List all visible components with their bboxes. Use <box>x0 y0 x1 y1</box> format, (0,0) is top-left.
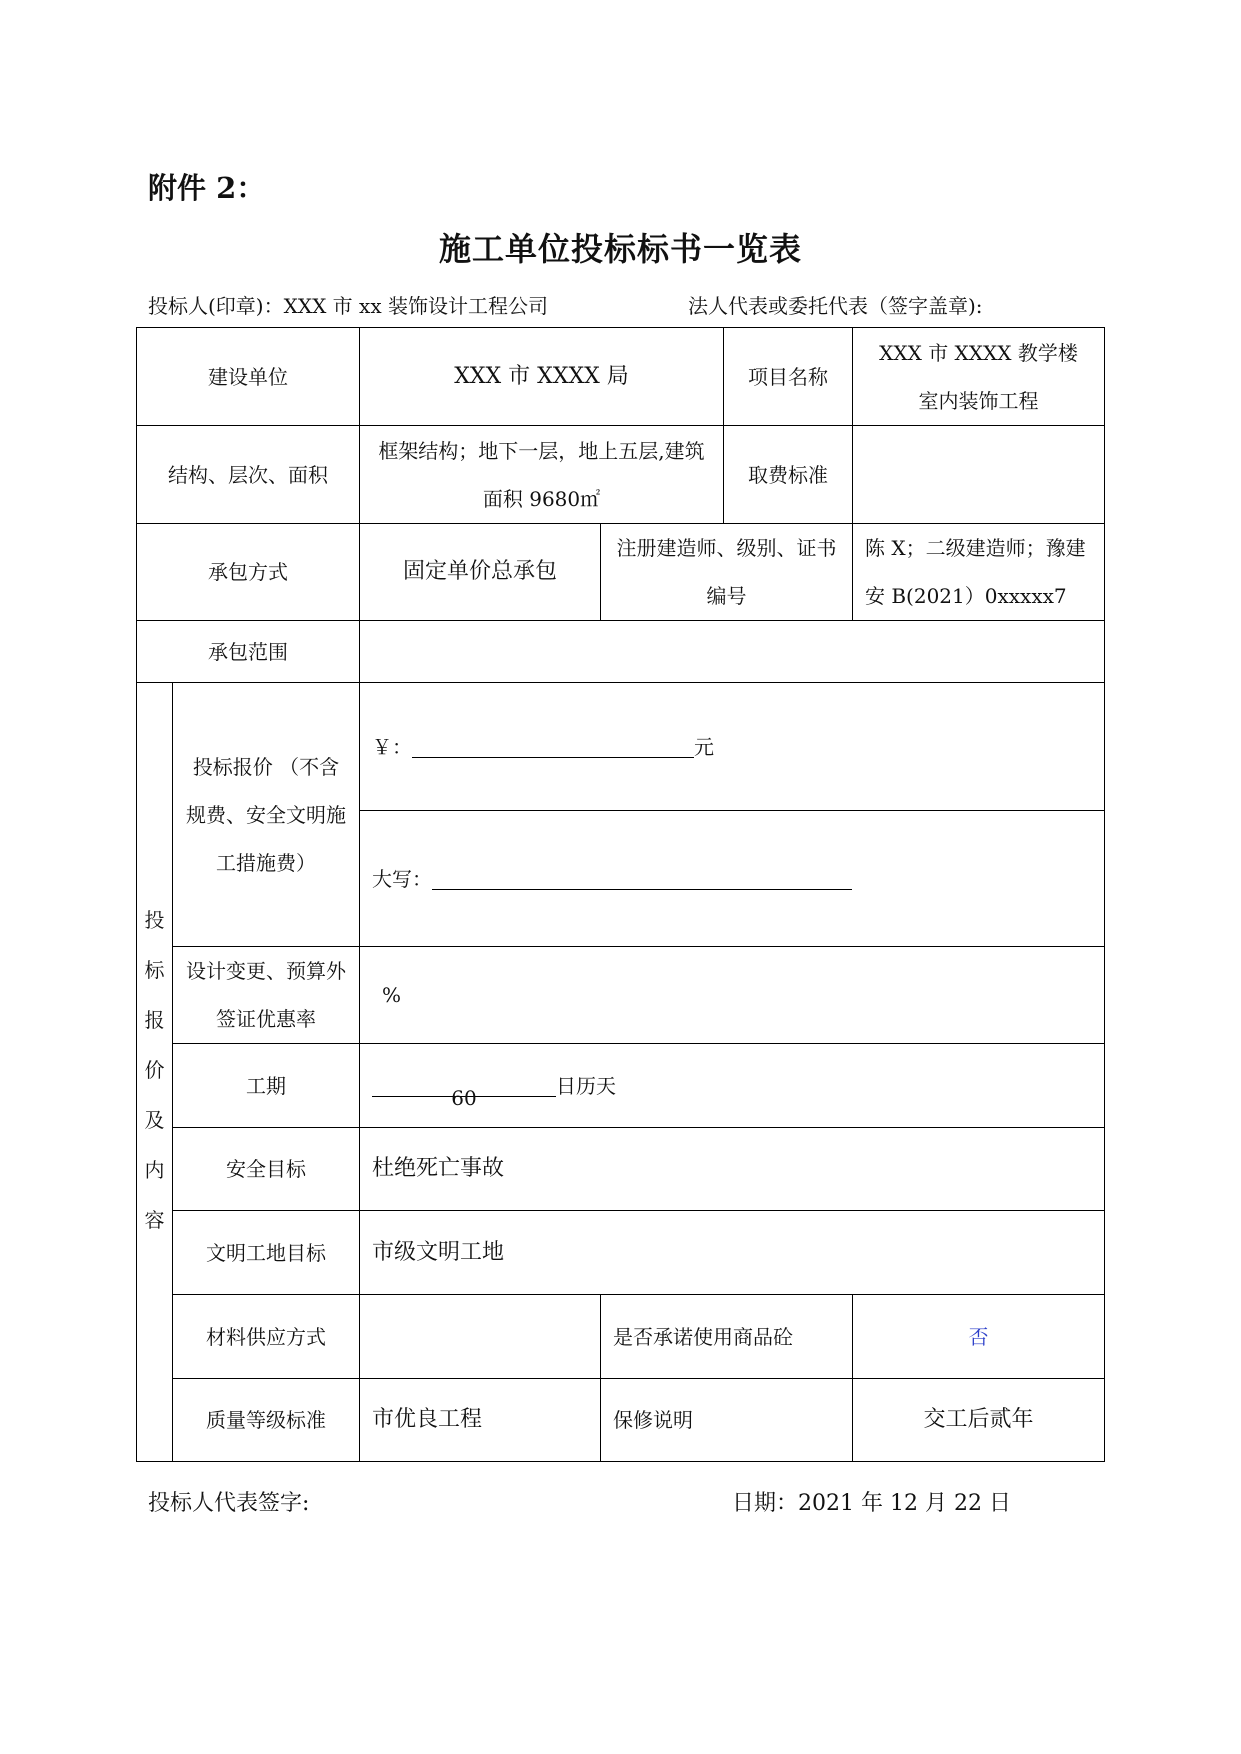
date-line: 日期：2021 年 12 月 22 日 <box>732 1491 1011 1516</box>
period-value[interactable]: 60 <box>372 1074 556 1097</box>
warranty-label: 保修说明 <box>613 1408 693 1432</box>
concrete-value: 否 <box>968 1324 989 1349</box>
quality-label: 质量等级标准 <box>206 1408 326 1432</box>
scope-label: 承包范围 <box>208 639 288 664</box>
capital-field[interactable] <box>360 811 1104 946</box>
structure-value: 框架结构；地下一层，地上五层,建筑面积 9680㎡ <box>378 438 705 511</box>
legal-representative-line: 法人代表或委托代表（签字盖章): <box>688 294 983 318</box>
construction-unit-value: XXX 市 XXXX 局 <box>454 363 629 389</box>
attachment-label: 附件 2： <box>148 171 266 205</box>
contract-mode-value: 固定单价总承包 <box>402 559 557 584</box>
price-prefix: ￥： <box>372 734 412 759</box>
bid-section-side-label: 投 标 报 价 及 内 容 <box>144 908 165 1232</box>
discount-value: % <box>382 983 402 1007</box>
quality-value: 市优良工程 <box>372 1407 483 1432</box>
warranty-value: 交工后贰年 <box>923 1407 1034 1432</box>
project-name-label: 项目名称 <box>748 364 828 389</box>
representative-signature: 投标人代表签字: <box>148 1491 310 1516</box>
price-suffix: 元 <box>694 734 714 759</box>
scope-value <box>360 621 1104 682</box>
civilized-label: 文明工地目标 <box>206 1240 326 1265</box>
bid-price-label: 投标报价 （不含规费、安全文明施工措施费） <box>186 754 346 875</box>
period-label: 工期 <box>246 1073 286 1098</box>
safety-value: 杜绝死亡事故 <box>372 1156 505 1181</box>
structure-label: 结构、层次、面积 <box>168 462 328 487</box>
material-label: 材料供应方式 <box>206 1324 326 1349</box>
civilized-value: 市级文明工地 <box>372 1239 505 1265</box>
discount-label: 设计变更、预算外签证优惠率 <box>186 959 346 1031</box>
contract-mode-label: 承包方式 <box>208 560 288 584</box>
period-field <box>360 1044 1104 1127</box>
fee-standard-value <box>853 426 1104 523</box>
engineer-value: 陈 X；二级建造师；豫建安 B(2021）0xxxxx7 <box>865 536 1086 608</box>
project-name-value: XXX 市 XXXX 教学楼 室内装饰工程 <box>879 340 1078 413</box>
bidder-line: 投标人(印章)：XXX 市 xx 装饰设计工程公司 <box>148 294 548 318</box>
material-value <box>360 1295 600 1378</box>
concrete-label: 是否承诺使用商品砼 <box>613 1324 793 1349</box>
engineer-label: 注册建造师、级别、证书编号 <box>616 536 837 608</box>
capital-prefix: 大写： <box>372 866 432 891</box>
period-unit: 日历天 <box>556 1073 616 1098</box>
capital-value[interactable] <box>432 867 852 890</box>
page-title: 施工单位投标标书一览表 <box>438 230 802 268</box>
fee-standard-label: 取费标准 <box>748 462 828 487</box>
price-value[interactable] <box>412 735 694 758</box>
price-field[interactable] <box>360 683 1104 810</box>
safety-label: 安全目标 <box>226 1157 306 1181</box>
construction-unit-label: 建设单位 <box>208 364 288 389</box>
